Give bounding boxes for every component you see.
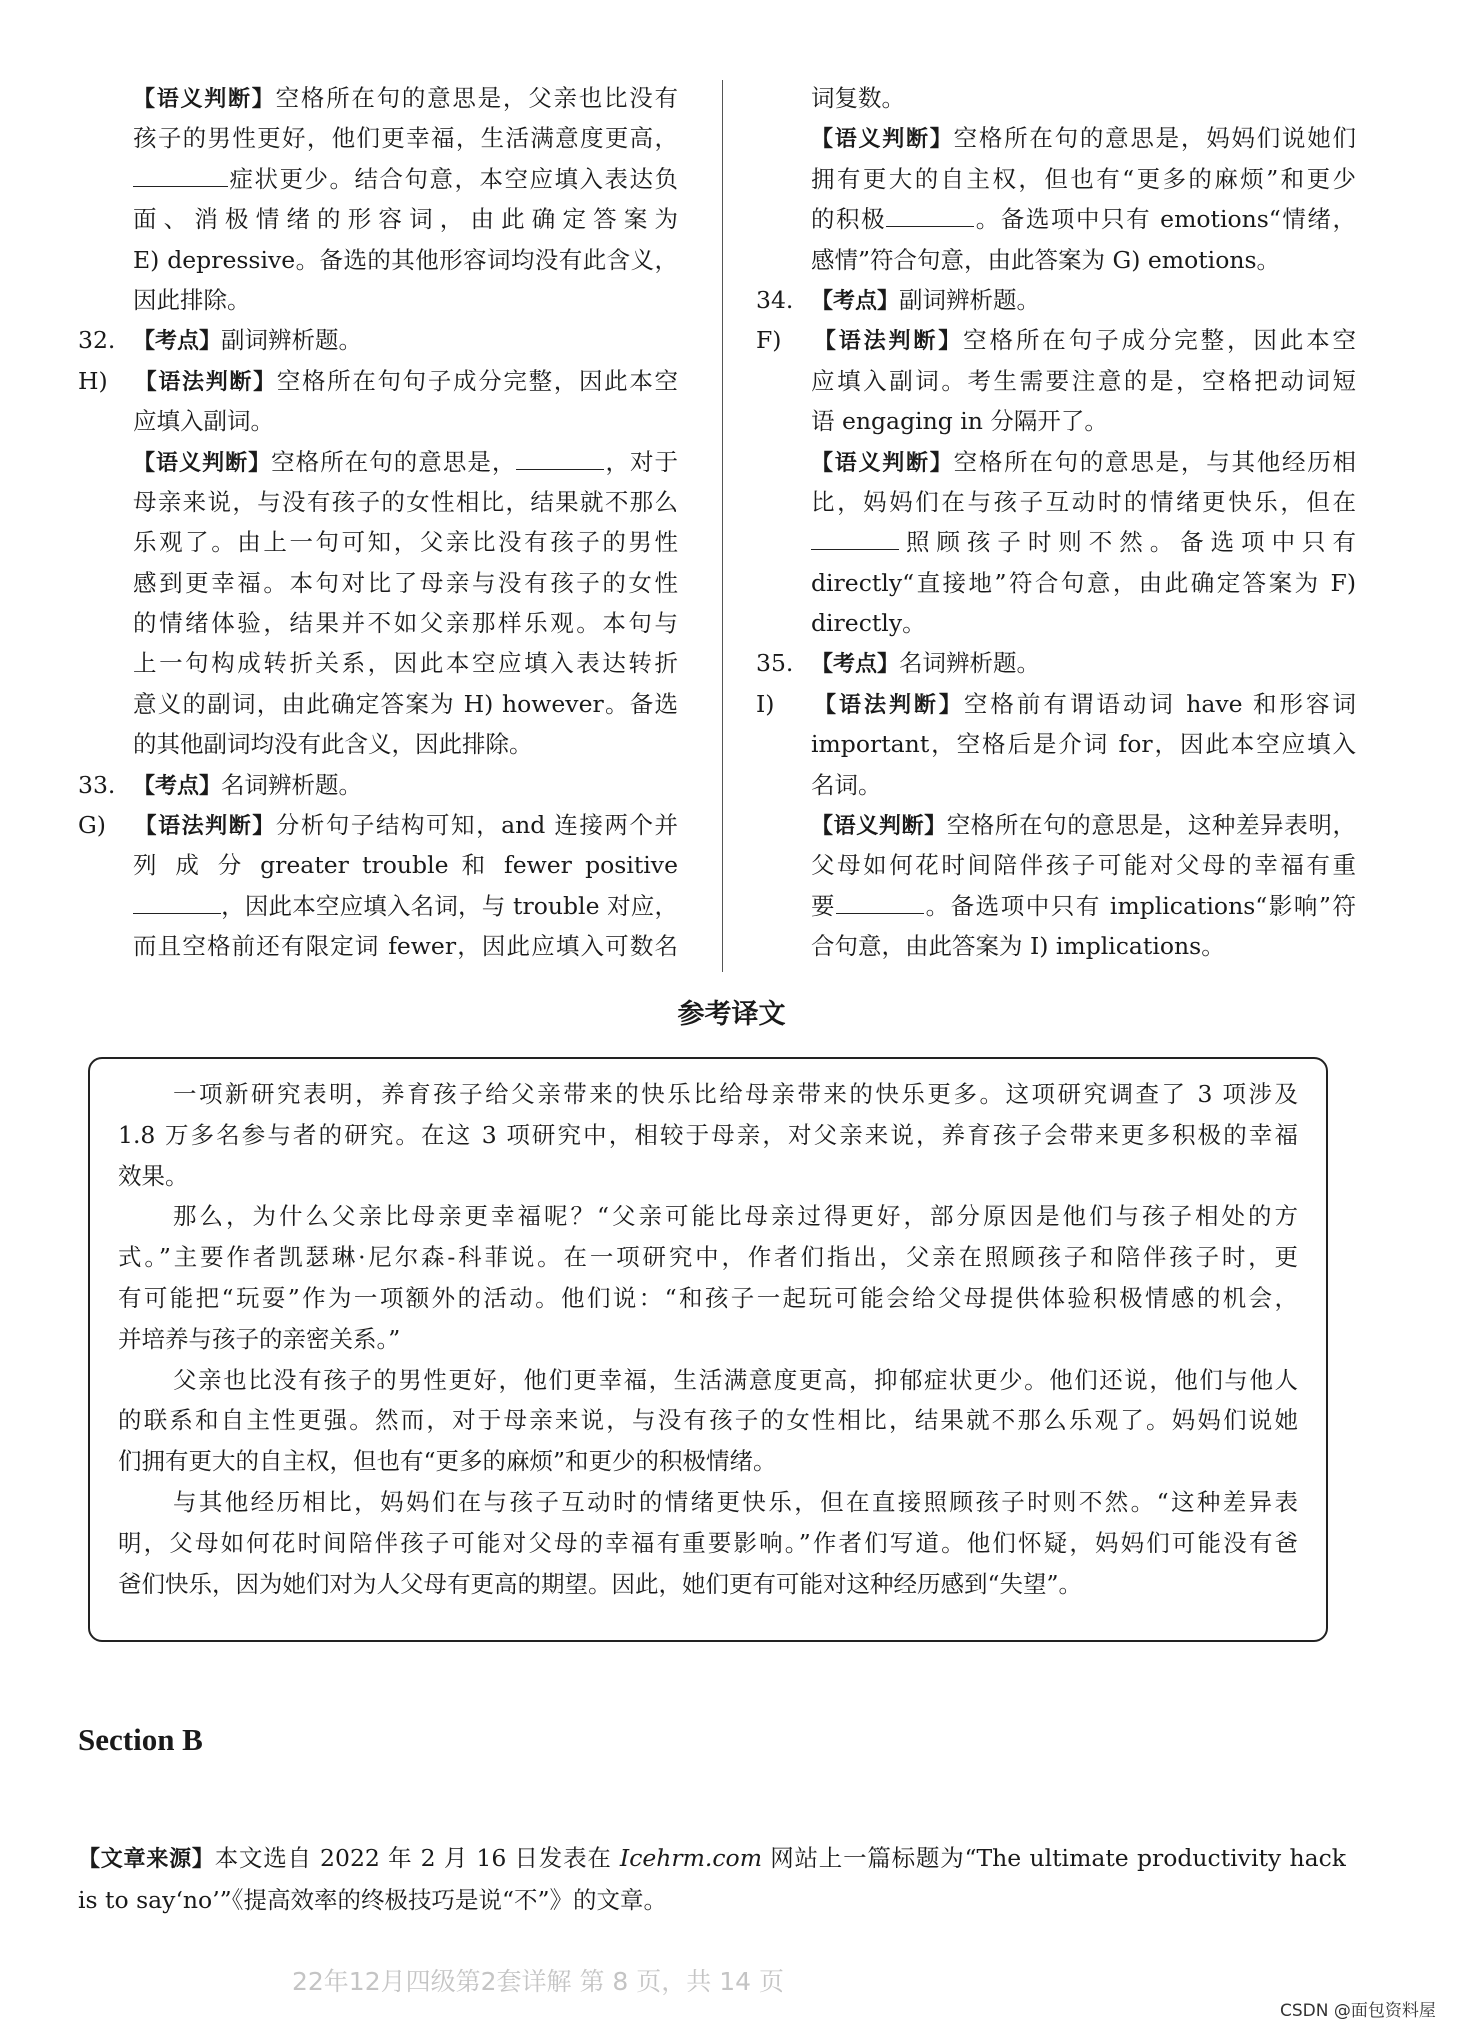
source-site: Icehrm.com <box>619 1844 762 1872</box>
text-line: important，空格后是介词 for，因此本空应填入 <box>811 730 1356 759</box>
text-line: 乐观了。由上一句可知，父亲比没有孩子的男性 <box>133 528 678 557</box>
text-line: 【语义判断】空格所在句的意思是，与其他经历相 <box>811 447 1356 476</box>
text-line: G) 【语法判断】分析句子结构可知，and 连接两个并 <box>78 805 678 845</box>
translation-line: 1.8 万多名参与者的研究。在这 3 项研究中，相较于母亲，对父亲来说，养育孩子会带来更多积极的幸福 <box>118 1120 1298 1149</box>
text-line: directly。 <box>811 609 926 638</box>
text-line: 比，妈妈们在与孩子互动时的情绪更快乐，但在 <box>811 487 1356 516</box>
text-line: 【语义判断】空格所在句的意思是，父亲也比没有 <box>133 84 678 112</box>
answer-blank <box>836 891 924 914</box>
page-footer: 22年12月四级第2套详解 第 8 页，共 14 页 <box>292 1967 784 1996</box>
translation-heading: 参考译文 <box>677 999 786 1030</box>
text-line: 33. 【考点】名词辨析题。 <box>78 765 678 805</box>
text-line: 感情”符合句意，由此答案为 G) emotions。 <box>811 245 1281 274</box>
text-line: 母亲来说，与没有孩子的女性相比，结果就不那么 <box>133 487 678 516</box>
text-line: I) 【语法判断】空格前有谓语动词 have 和形容词 <box>756 684 1356 724</box>
text-line: ，因此本空应填入名词，与 trouble 对应， <box>78 886 678 926</box>
text-line: directly“直接地”符合句意，由此确定答案为 F) <box>811 568 1356 597</box>
item-label: I) <box>756 689 775 718</box>
text-line: 孩子的男性更好，他们更幸福，生活满意度更高， <box>133 124 678 153</box>
text-line: 意义的副词，由此确定答案为 H) however。备选 <box>133 689 678 718</box>
item-label: 32. <box>78 326 116 355</box>
text-line: 父母如何花时间陪伴孩子可能对父母的幸福有重 <box>811 851 1356 880</box>
text-line: E) depressive。备选的其他形容词均没有此含义， <box>133 245 678 274</box>
text-line: 语 engaging in 分隔开了。 <box>811 407 1108 436</box>
text-line: 【语义判断】空格所在句的意思是，妈妈们说她们 <box>811 124 1356 153</box>
text-line: 名词。 <box>811 770 882 799</box>
answer-blank <box>133 164 228 187</box>
text-line: F) 【语法判断】空格所在句子成分完整，因此本空 <box>756 320 1356 360</box>
item-label: G) <box>78 811 106 840</box>
left-column <box>78 78 678 967</box>
item-label: 33. <box>78 770 116 799</box>
translation-box <box>88 1057 1328 1642</box>
translation-line: 并培养与孩子的亲密关系。” <box>118 1324 401 1353</box>
text-line: 应填入副词。 <box>133 407 274 436</box>
translation-line: 效果。 <box>118 1161 189 1190</box>
text-line: 合句意，由此答案为 I) implications。 <box>811 932 1225 961</box>
translation-line: 式。”主要作者凯瑟琳·尼尔森-科菲说。在一项研究中，作者们指出，父亲在照顾孩子和陪伴孩子时，更 <box>118 1243 1298 1272</box>
text-line: 应填入副词。考生需要注意的是，空格把动词短 <box>811 366 1356 395</box>
translation-line: 的联系和自主性更强。然而，对于母亲来说，与没有孩子的女性相比，结果就不那么乐观了。妈妈们说她 <box>118 1406 1298 1435</box>
section-title: Section B <box>78 1722 203 1757</box>
text-line: 的其他副词均没有此含义，因此排除。 <box>133 730 533 759</box>
text-line: 而且空格前还有限定词 fewer，因此应填入可数名 <box>133 932 678 961</box>
translation-line: 父亲也比没有孩子的男性更好，他们更幸福，生活满意度更高，抑郁症状更少。他们还说，他们与他人 <box>173 1365 1298 1394</box>
source-line-2: is to say‘no’”《提高效率的终极技巧是说“不”》的文章。 <box>78 1886 667 1914</box>
translation-line: 们拥有更大的自主权，但也有“更多的麻烦”和更少的积极情绪。 <box>118 1447 777 1476</box>
text-line: 感到更幸福。本句对比了母亲与没有孩子的女性 <box>133 568 678 597</box>
item-label: F) <box>756 326 782 355</box>
text-line: 拥有更大的自主权，但也有“更多的麻烦”和更少 <box>811 164 1356 193</box>
text-line: 【语义判断】空格所在句的意思是，这种差异表明， <box>811 811 1356 840</box>
translation-line: 有可能把“玩耍”作为一项额外的活动。他们说：“和孩子一起玩可能会给父母提供体验积极情感的机会， <box>118 1283 1298 1312</box>
text-line: 症状更少。结合句意，本空应填入表达负 <box>78 159 678 199</box>
text-line: 【语义判断】空格所在句的意思是， ，对于 <box>133 447 678 476</box>
text-line: 列 成 分 greater trouble 和 fewer positive <box>133 851 678 880</box>
translation-line: 与其他经历相比，妈妈们在与孩子互动时的情绪更快乐，但在直接照顾孩子时则不然。“这种差异表 <box>173 1487 1298 1516</box>
source-line-1: 【文章来源】本文选自 2022 年 2 月 16 日发表在 Icehrm.com 网站上一篇标题为“The ultimate productivity hack <box>78 1844 1346 1872</box>
text-line: H) 【语法判断】空格所在句句子成分完整，因此本空 <box>78 361 678 401</box>
translation-line: 明，父母如何花时间陪伴孩子可能对父母的幸福有重要影响。”作者们写道。他们怀疑，妈妈们可能没有爸 <box>118 1528 1298 1557</box>
text-line: 35. 【考点】名词辨析题。 <box>756 643 1356 683</box>
text-line: 面、消极情绪的形容词，由此确定答案为 <box>133 205 678 234</box>
source-label: 【文章来源】 <box>78 1847 215 1872</box>
translation-line: 爸们快乐，因为她们对为人父母有更高的期望。因此，她们更有可能对这种经历感到“失望”。 <box>118 1569 1083 1598</box>
answer-blank <box>811 527 899 550</box>
item-label: 34. <box>756 285 794 314</box>
text-line: 32. 【考点】副词辨析题。 <box>78 320 678 360</box>
right-column <box>756 78 1356 967</box>
text-line: 的积极 。备选项中只有 emotions“情绪， <box>811 205 1356 234</box>
column-divider <box>722 80 723 972</box>
text-line: 照顾孩子时则不然。备选项中只有 <box>756 522 1356 562</box>
item-label: 35. <box>756 649 794 678</box>
answer-blank <box>133 891 221 914</box>
article-source <box>78 1837 1346 1921</box>
text-line: 词复数。 <box>811 84 905 112</box>
translation-line: 一项新研究表明，养育孩子给父亲带来的快乐比给母亲带来的快乐更多。这项研究调查了 3 项涉及 <box>173 1080 1298 1108</box>
text-line: 上一句构成转折关系，因此本空应填入表达转折 <box>133 649 678 678</box>
item-label: H) <box>78 366 108 395</box>
watermark: CSDN @面包资料屋 <box>1280 2001 1436 2021</box>
text-line: 的情绪体验，结果并不如父亲那样乐观。本句与 <box>133 609 678 638</box>
text-line: 因此排除。 <box>133 285 251 314</box>
text-line: 34. 【考点】副词辨析题。 <box>756 280 1356 320</box>
text-line: 要 。备选项中只有 implications“影响”符 <box>811 891 1356 920</box>
translation-line: 那么，为什么父亲比母亲更幸福呢？“父亲可能比母亲过得更好，部分原因是他们与孩子相处的方 <box>173 1202 1298 1231</box>
answer-blank <box>886 204 974 227</box>
answer-blank <box>516 447 604 470</box>
